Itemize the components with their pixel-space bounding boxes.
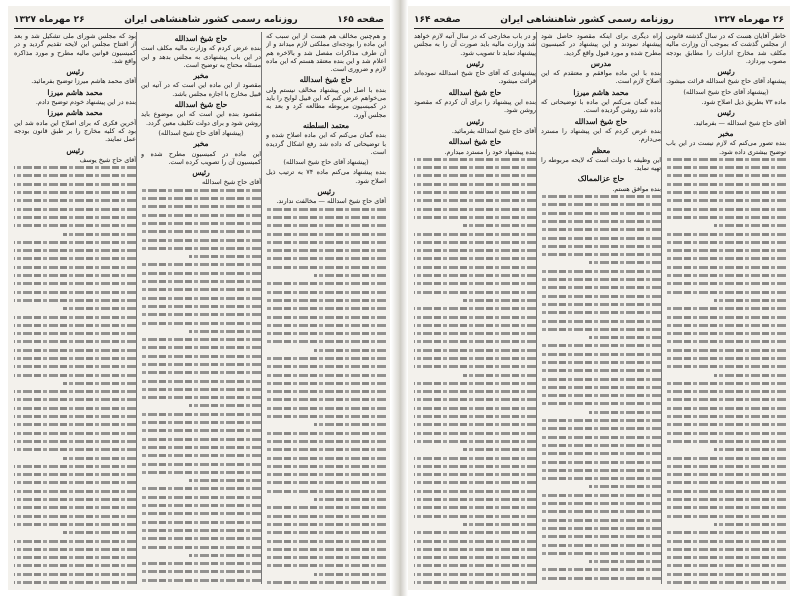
paragraph: بنده در این پیشنهاد خودم توضیح دادم. (35, 98, 136, 107)
paragraph: آقای حاج شیخ اسدالله — بفرمائید. (693, 118, 786, 127)
paragraph: بنده با این ماده موافقم و معتقدم که این اصلاح لازم است. (541, 69, 661, 86)
print-texture (14, 166, 136, 584)
print-texture (541, 195, 661, 584)
print-texture (666, 158, 786, 584)
speaker-name: حاج شیخ اسدالله (299, 75, 353, 85)
paragraph: مقصود از این ماده این است که در آتیه این قبیل مخارج با اجازه مجلس باشد. (141, 81, 261, 98)
paragraph: بنده پیشنهاد می‌کنم ماده ۷۴ به ترتیب ذیل اصلاح شود. (266, 168, 386, 185)
left-column-1 (266, 32, 386, 584)
paragraph: آخرین فکری که برای اصلاح این ماده شد این بود که کلیه مخارج را بر طبق قانون بودجه عمل نمایند. (14, 118, 136, 144)
paragraph: این ماده در کمیسیون مطرح شده و کمیسیون آن را تصویب کرده است. (141, 149, 261, 166)
right-issue-date: ۲۶ مهرماه ۱۳۲۷ (713, 15, 784, 25)
paragraph: آقای حاج شیخ اسدالله — مخالفت ندارند. (276, 197, 386, 206)
speaker-name: رئیس (192, 168, 210, 178)
speaker-name: حاج شیخ اسدالله (574, 116, 628, 126)
speaker-name: مخبر (193, 71, 209, 81)
left-running-head (14, 12, 384, 29)
speaker-name: معتمد السلطنه (302, 120, 350, 130)
paragraph: و در باب مخارجی که در سال آتیه لازم خواهد شد وزارت مالیه باید صورت آن را به مجلس پیشنهاد نماید تا تصویب شود. (414, 32, 536, 57)
column-rule (136, 32, 137, 584)
right-column-1 (666, 32, 786, 584)
speaker-name: مخبر (718, 128, 734, 138)
right-page (408, 6, 790, 590)
speaker-name: رئیس (717, 67, 735, 77)
paragraph: بنده این پیشنهاد را برای آن کردم که مقصود روشن شود. (414, 98, 536, 115)
speaker-name: رئیس (466, 58, 484, 68)
left-issue-date: ۲۶ مهرماه ۱۳۲۷ (14, 15, 85, 25)
right-column-2 (541, 32, 661, 584)
left-column-2 (141, 32, 261, 584)
paragraph: آقای حاج شیخ یوسف (79, 155, 136, 164)
left-column-3 (14, 32, 136, 584)
paragraph: این وظیفه با دولت است که لایحه مربوطه را تهیه نماید. (541, 155, 661, 173)
speaker-name: حاج شیخ اسدالله (174, 100, 228, 110)
speaker-name: محمد هاشم میرزا (47, 87, 103, 97)
left-page-number: صفحه ۱۶۵ (337, 15, 384, 25)
right-publication-title: روزنامه رسمی کشور شاهنشاهی ایران (500, 15, 674, 25)
left-page (8, 6, 390, 590)
speaker-name: حاج شیخ اسدالله (174, 34, 228, 43)
speaker-name: رئیس (66, 67, 84, 77)
paragraph: و هم‌چنین مخالف هم هست از این سبب که این ماده را بودجه‌ای مملکتی لازم میداند و از آن طرف مذاکرات مفصل شد و بالاخره هم اعلام شد و این بنده معتقد هستم که این ماده لازم و ضروری است. (266, 32, 386, 74)
speaker-name: مخبر (193, 139, 209, 149)
paragraph: بنده با اصل این پیشنهاد مخالف نیستم ولی می‌خواهم عرض کنم که این قبیل لوایح را باید در کمیسیون مربوطه مطالعه کرد و بعد به مجلس آورد. (266, 85, 386, 119)
motion-heading: (پیشنهاد آقای حاج شیخ اسدالله) (158, 128, 244, 137)
paragraph: خاطر آقایان هست که در سال گذشته قانونی از مجلس گذشت که بموجب آن وزارت مالیه مکلف شد مخارج ادارات را مطابق بودجه مصوب بپردازد. (666, 32, 786, 65)
motion-heading: (پیشنهاد آقای حاج شیخ اسدالله) (683, 87, 769, 96)
paragraph: پیشنهاد آقای حاج شیخ اسدالله قرائت میشود. (666, 77, 786, 86)
speaker-name: مدرس (590, 58, 612, 68)
paragraph: پیشنهادی که آقای حاج شیخ اسدالله نموده‌اند قرائت میشود. (414, 69, 536, 86)
paragraph: بنده عرض کردم که این پیشنهاد را مسترد می‌دارم. (541, 126, 661, 144)
right-page-number: صفحه ۱۶۴ (414, 15, 461, 25)
motion-heading: (پیشنهاد آقای حاج شیخ اسدالله) (283, 158, 369, 167)
paragraph: بنده موافق هستم. (612, 184, 661, 193)
paragraph: بنده پیشنهاد خود را مسترد میدارم. (444, 147, 536, 156)
speaker-name: رئیس (466, 116, 484, 126)
left-publication-title: روزنامه رسمی کشور شاهنشاهی ایران (124, 15, 298, 25)
speaker-name: رئیس (66, 145, 84, 155)
print-texture (141, 189, 261, 584)
speaker-name: رئیس (717, 108, 735, 118)
right-running-head (414, 12, 784, 29)
speaker-name: حاج شیخ اسدالله (448, 137, 502, 147)
speaker-name: رئیس (317, 187, 335, 197)
book-gutter (391, 0, 408, 596)
column-rule (261, 32, 262, 584)
paragraph: بنده تصور می‌کنم که لازم نیست در این باب توضیح بیشتری داده شود. (666, 139, 786, 156)
paragraph: آقای حاج شیخ اسدالله (201, 178, 261, 187)
paragraph: بنده عرض کردم که وزارت مالیه مکلف است در این باب پیشنهادی به مجلس بدهد و این مسئله محتاج به توضیح است. (141, 44, 261, 69)
paragraph: آقای محمد هاشم میرزا توضیح بفرمائید. (31, 77, 136, 86)
column-rule (661, 32, 662, 584)
speaker-name: محمد هاشم میرزا (573, 87, 629, 97)
print-texture (266, 208, 386, 584)
print-texture (414, 158, 536, 584)
right-column-3 (414, 32, 536, 584)
speaker-name: حاج شیخ اسدالله (448, 87, 502, 97)
paragraph: ماده ۷۳ بطریق ذیل اصلاح شود. (701, 98, 786, 107)
column-rule (536, 32, 537, 584)
paragraph: مقصود بنده این است که این موضوع باید روشن شود و برای دولت تکلیف معین گردد. (141, 110, 261, 127)
paragraph: آقای حاج شیخ اسدالله بفرمائید. (451, 126, 536, 135)
speaker-name: محمد هاشم میرزا (47, 108, 103, 118)
paragraph: بود که مجلس شورای ملی تشکیل شد و بعد از افتتاح مجلس این لایحه تقدیم گردید و در کمیسیون قوانین مالیه مطرح و مورد مذاکره واقع شد. (14, 32, 136, 65)
paragraph: راه دیگری برای اینکه مقصود حاصل شود پیشنهاد نمودند و این پیشنهاد در کمیسیون مطرح شده و مورد قبول واقع گردید. (541, 32, 661, 57)
paragraph: بنده گمان می‌کنم که این ماده اصلاح شده و با توضیحاتی که داده شد رفع اشکال گردیده است. (266, 131, 386, 156)
speaker-name: معظم (591, 145, 611, 155)
speaker-name: حاج عزالممالک (577, 174, 625, 184)
paragraph: بنده گمان می‌کنم این ماده با توضیحاتی که داده شد روشن گردیده است. (541, 98, 661, 115)
